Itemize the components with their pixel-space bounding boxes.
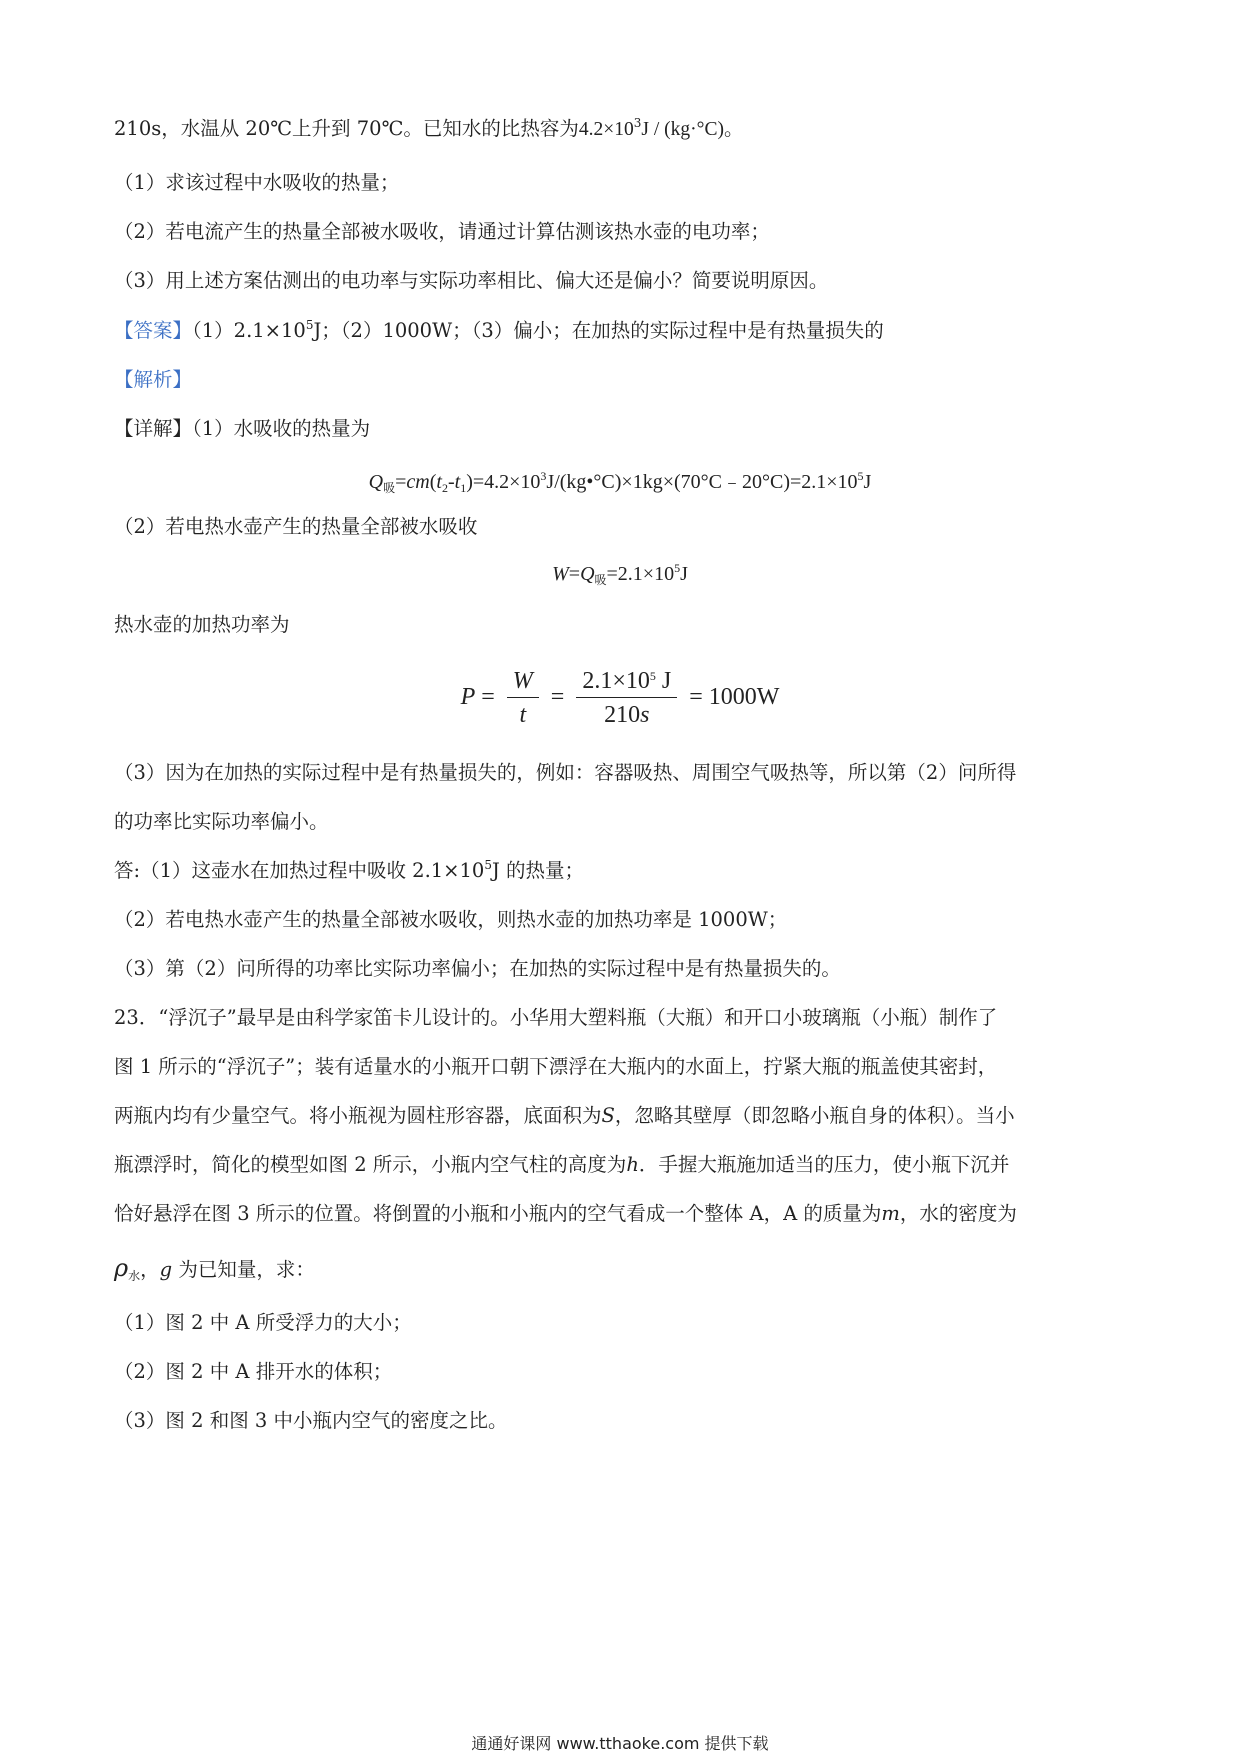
answer-line: 【答案】$(1)2.1\times 10^5J$；（2）1000W；（3）偏小；在加热的实际过程中是有热量损失的: [114, 318, 884, 342]
question-23-2: （2）图 2 中 A 排开水的体积；: [114, 1360, 393, 1383]
question-23-1: （1）图 2 中 A 所受浮力的大小；: [114, 1311, 412, 1334]
question-22-3: （3）用上述方案估测出的电功率与实际功率相比、偏大还是偏小？简要说明原因。: [114, 269, 829, 292]
fraction-w-over-t: $\frac{W}{t}$: [507, 668, 539, 729]
analysis-tag: 【解析】: [114, 368, 193, 391]
problem-23-line-6: $\rho_水$，g 为已知量，求：: [114, 1254, 315, 1283]
power-intro: 热水壶的加热功率为: [114, 613, 290, 636]
final-answer-1: 答:（1）这壶水在加热过程中吸收 $2.1\times 10^5J$ 的热量；: [114, 858, 585, 882]
answer-tag: 【答案】: [114, 319, 193, 342]
question-23-3: （3）图 2 和图 3 中小瓶内空气的密度之比。: [114, 1409, 508, 1432]
detail-line-3a: （3）因为在加热的实际过程中是有热量损失的，例如：容器吸热、周围空气吸热等，所以第（2）问所得: [114, 761, 1017, 784]
detail-line-3b: 的功率比实际功率偏小。: [114, 810, 329, 833]
equation-work: $W=Q_吸=2.1\times 10^5J$: [552, 561, 688, 587]
problem-23-line-5: 恰好悬浮在图 3 所示的位置。将倒置的小瓶和小瓶内的空气看成一个整体 A，A 的质量为m，水的密度为: [114, 1202, 1017, 1225]
detail-line-1: 【详解】（1）水吸收的热量为: [114, 417, 371, 440]
problem-23-line-2: 图 1 所示的“浮沉子”；装有适量水的小瓶开口朝下漂浮在大瓶内的水面上，拧紧大瓶的瓶盖使其密封，: [114, 1055, 998, 1078]
question-22-2: （2）若电流产生的热量全部被水吸收，请通过计算估测该热水壶的电功率；: [114, 220, 770, 243]
equation-power: P = $\frac{W}{t}$ = $\frac{2.1\times 10^5 J}{210s}$ = 1000W: [460, 668, 780, 728]
problem-23-line-4: 瓶漂浮时，简化的模型如图 2 所示，小瓶内空气柱的高度为h．手握大瓶施加适当的压力，使小瓶下沉并: [114, 1153, 1010, 1176]
detail-line-2: （2）若电热水壶产生的热量全部被水吸收: [114, 515, 478, 538]
detail-tag: 【详解】: [114, 417, 193, 440]
fraction-values: $\frac{2.1\times 10^5 J}{210s}$: [576, 668, 677, 729]
equation-heat-absorbed: $Q_吸=cm(t_2-t_1)=4.2\times 10^3J/(kg•^\circ C)\times 1kg\times(70^\circ C﹣20^\circ C)=2.1\times 10^5J$: [368, 469, 872, 495]
problem-23-line-3: 两瓶内均有少量空气。将小瓶视为圆柱形容器，底面积为S，忽略其壁厚（即忽略小瓶自身的体积）。当小: [114, 1104, 1015, 1127]
question-22-1: （1）求该过程中水吸收的热量；: [114, 171, 400, 194]
final-answer-3: （3）第（2）问所得的功率比实际功率偏小；在加热的实际过程中是有热量损失的。: [114, 957, 841, 980]
page-footer: 通通好课网 www.tthaoke.com 提供下载: [471, 1734, 769, 1753]
problem-23-line-1: 23．“浮沉子”最早是由科学家笛卡儿设计的。小华用大塑料瓶（大瓶）和开口小玻璃瓶（小瓶）制作了: [114, 1006, 998, 1029]
problem-22-intro: 210s，水温从 20℃上升到 70℃。已知水的比热容为$4.2\times 10^3J / (kg\cdot^\circ C)$。: [114, 116, 744, 140]
final-answer-2: （2）若电热水壶产生的热量全部被水吸收，则热水壶的加热功率是 1000W；: [114, 908, 788, 931]
